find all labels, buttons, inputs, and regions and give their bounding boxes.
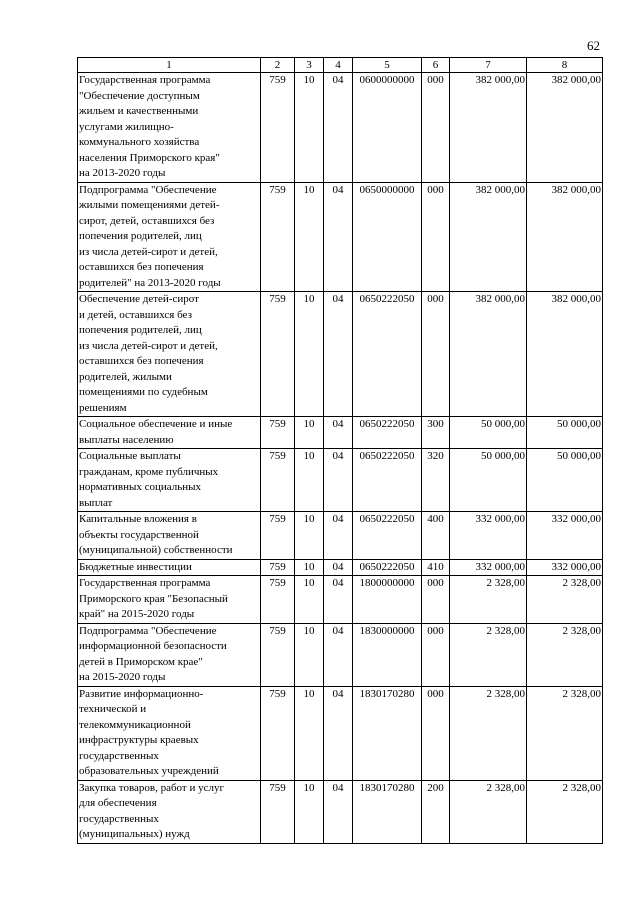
amount-col7-cell: 2 328,00 xyxy=(450,780,527,843)
amount-col8-cell: 2 328,00 xyxy=(527,576,603,624)
admin-code-cell: 759 xyxy=(261,73,295,183)
target-article-cell: 0650222050 xyxy=(353,292,422,417)
subsection-cell: 04 xyxy=(324,73,353,183)
row-name-cell: Социальное обеспечение и иные выплаты населению xyxy=(78,417,261,449)
subsection-cell: 04 xyxy=(324,623,353,686)
amount-col8-cell: 2 328,00 xyxy=(527,686,603,780)
subsection-cell: 04 xyxy=(324,512,353,560)
target-article-cell: 1830170280 xyxy=(353,686,422,780)
section-cell: 10 xyxy=(295,623,324,686)
amount-col7-cell: 50 000,00 xyxy=(450,449,527,512)
admin-code-cell: 759 xyxy=(261,623,295,686)
target-article-cell: 0600000000 xyxy=(353,73,422,183)
section-cell: 10 xyxy=(295,73,324,183)
row-name-cell: Обеспечение детей-сирот и детей, оставшихся без попечения родителей, лиц из числа детей-сирот и детей, оставшихся без попечения родителей, жилыми помещениями по судебным решениям xyxy=(78,292,261,417)
target-article-cell: 0650222050 xyxy=(353,512,422,560)
expense-type-cell: 320 xyxy=(422,449,450,512)
amount-col8-cell: 50 000,00 xyxy=(527,417,603,449)
section-cell: 10 xyxy=(295,576,324,624)
section-cell: 10 xyxy=(295,417,324,449)
amount-col7-cell: 382 000,00 xyxy=(450,182,527,292)
amount-col7-cell: 382 000,00 xyxy=(450,292,527,417)
section-cell: 10 xyxy=(295,780,324,843)
table-row xyxy=(78,559,603,576)
expense-type-cell: 200 xyxy=(422,780,450,843)
table-row xyxy=(78,73,603,183)
expense-type-cell: 000 xyxy=(422,686,450,780)
row-name-cell: Социальные выплаты гражданам, кроме публичных нормативных социальных выплат xyxy=(78,449,261,512)
admin-code-cell: 759 xyxy=(261,512,295,560)
expense-type-cell: 000 xyxy=(422,623,450,686)
section-cell: 10 xyxy=(295,686,324,780)
expense-type-cell: 410 xyxy=(422,559,450,576)
budget-table xyxy=(77,57,603,844)
amount-col7-cell: 332 000,00 xyxy=(450,512,527,560)
target-article-cell: 0650222050 xyxy=(353,449,422,512)
admin-code-cell: 759 xyxy=(261,417,295,449)
amount-col8-cell: 2 328,00 xyxy=(527,623,603,686)
subsection-cell: 04 xyxy=(324,182,353,292)
subsection-cell: 04 xyxy=(324,576,353,624)
row-name-cell: Развитие информационно- технической и телекоммуникационной инфраструктуры краевых государственных образовательных учреждений xyxy=(78,686,261,780)
table-row xyxy=(78,686,603,780)
page-number: 62 xyxy=(587,38,600,53)
amount-col7-cell: 332 000,00 xyxy=(450,559,527,576)
column-header: 7 xyxy=(450,58,527,73)
admin-code-cell: 759 xyxy=(261,780,295,843)
admin-code-cell: 759 xyxy=(261,449,295,512)
row-name-cell: Подпрограмма "Обеспечение информационной безопасности детей в Приморском крае" на 2015-2020 годы xyxy=(78,623,261,686)
header-row xyxy=(78,58,603,73)
column-header: 2 xyxy=(261,58,295,73)
table-row xyxy=(78,512,603,560)
section-cell: 10 xyxy=(295,512,324,560)
table-row xyxy=(78,780,603,843)
amount-col8-cell: 382 000,00 xyxy=(527,73,603,183)
section-cell: 10 xyxy=(295,182,324,292)
table-row xyxy=(78,182,603,292)
row-name-cell: Подпрограмма "Обеспечение жилыми помещениями детей- сирот, детей, оставшихся без попечения родителей, лиц из числа детей-сирот и детей, оставшихся без попечения родителей" на 2013-2020 годы xyxy=(78,182,261,292)
amount-col8-cell: 382 000,00 xyxy=(527,292,603,417)
row-name-cell: Государственная программа "Обеспечение доступным жильем и качественными услугами жилищно- коммунального хозяйства населения Приморского края" на 2013-2020 годы xyxy=(78,73,261,183)
admin-code-cell: 759 xyxy=(261,576,295,624)
column-header: 3 xyxy=(295,58,324,73)
subsection-cell: 04 xyxy=(324,449,353,512)
amount-col7-cell: 50 000,00 xyxy=(450,417,527,449)
subsection-cell: 04 xyxy=(324,292,353,417)
subsection-cell: 04 xyxy=(324,686,353,780)
subsection-cell: 04 xyxy=(324,417,353,449)
table-row xyxy=(78,623,603,686)
section-cell: 10 xyxy=(295,449,324,512)
expense-type-cell: 000 xyxy=(422,73,450,183)
row-name-cell: Государственная программа Приморского края "Безопасный край" на 2015-2020 годы xyxy=(78,576,261,624)
expense-type-cell: 300 xyxy=(422,417,450,449)
amount-col8-cell: 332 000,00 xyxy=(527,559,603,576)
table-row xyxy=(78,576,603,624)
admin-code-cell: 759 xyxy=(261,182,295,292)
column-header: 4 xyxy=(324,58,353,73)
amount-col7-cell: 382 000,00 xyxy=(450,73,527,183)
subsection-cell: 04 xyxy=(324,780,353,843)
column-header: 8 xyxy=(527,58,603,73)
subsection-cell: 04 xyxy=(324,559,353,576)
target-article-cell: 0650000000 xyxy=(353,182,422,292)
amount-col8-cell: 382 000,00 xyxy=(527,182,603,292)
section-cell: 10 xyxy=(295,559,324,576)
amount-col7-cell: 2 328,00 xyxy=(450,623,527,686)
column-header: 5 xyxy=(353,58,422,73)
amount-col7-cell: 2 328,00 xyxy=(450,686,527,780)
amount-col7-cell: 2 328,00 xyxy=(450,576,527,624)
admin-code-cell: 759 xyxy=(261,559,295,576)
column-header: 1 xyxy=(78,58,261,73)
table-row xyxy=(78,449,603,512)
amount-col8-cell: 50 000,00 xyxy=(527,449,603,512)
amount-col8-cell: 2 328,00 xyxy=(527,780,603,843)
row-name-cell: Бюджетные инвестиции xyxy=(78,559,261,576)
row-name-cell: Капитальные вложения в объекты государственной (муниципальной) собственности xyxy=(78,512,261,560)
row-name-cell: Закупка товаров, работ и услуг для обеспечения государственных (муниципальных) нужд xyxy=(78,780,261,843)
expense-type-cell: 000 xyxy=(422,182,450,292)
expense-type-cell: 000 xyxy=(422,292,450,417)
target-article-cell: 0650222050 xyxy=(353,417,422,449)
target-article-cell: 0650222050 xyxy=(353,559,422,576)
table-row xyxy=(78,417,603,449)
column-header: 6 xyxy=(422,58,450,73)
target-article-cell: 1800000000 xyxy=(353,576,422,624)
admin-code-cell: 759 xyxy=(261,292,295,417)
table-row xyxy=(78,292,603,417)
expense-type-cell: 400 xyxy=(422,512,450,560)
amount-col8-cell: 332 000,00 xyxy=(527,512,603,560)
target-article-cell: 1830170280 xyxy=(353,780,422,843)
section-cell: 10 xyxy=(295,292,324,417)
target-article-cell: 1830000000 xyxy=(353,623,422,686)
expense-type-cell: 000 xyxy=(422,576,450,624)
admin-code-cell: 759 xyxy=(261,686,295,780)
